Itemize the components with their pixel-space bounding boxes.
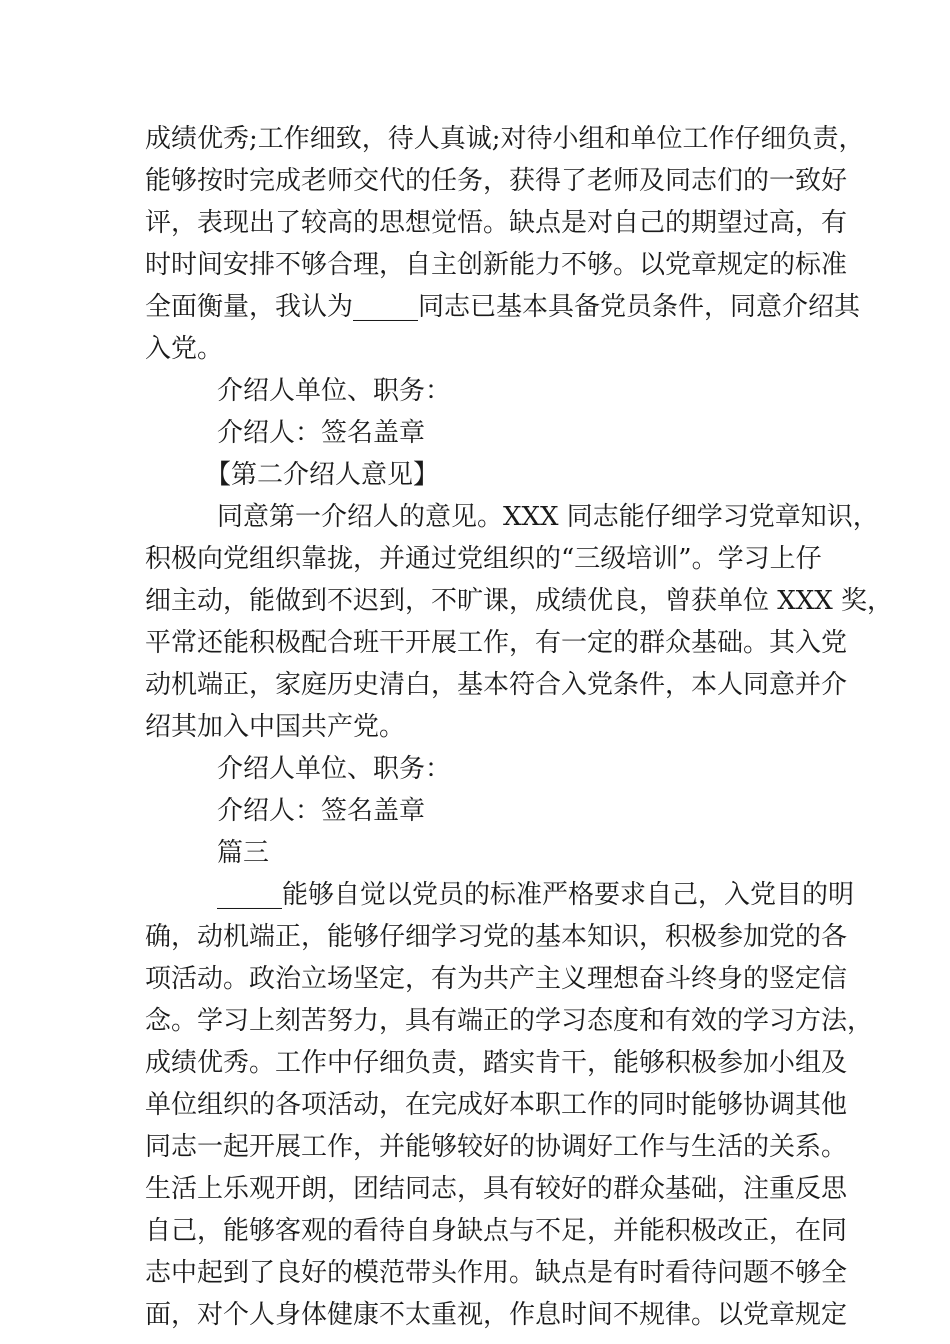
text-line: 绍其加入中国共产党。 xyxy=(145,712,406,742)
text-line: 入党。 xyxy=(145,334,224,364)
text-line: 细主动，能做到不迟到，不旷课，成绩优良，曾获单位 XXX 奖， xyxy=(145,586,894,616)
text-line: 念。学习上刻苦努力，具有端正的学习态度和有效的学习方法， xyxy=(145,1006,874,1036)
text-line: 评，表现出了较高的思想觉悟。缺点是对自己的期望过高，有 xyxy=(145,208,848,238)
text-line: 生活上乐观开朗，团结同志，具有较好的群众基础，注重反思 xyxy=(145,1174,848,1204)
text-line: 动机端正，家庭历史清白，基本符合入党条件，本人同意并介 xyxy=(145,670,848,700)
text-line: 项活动。政治立场坚定，有为共产主义理想奋斗终身的竖定信 xyxy=(145,964,848,994)
text-line: 时时间安排不够合理，自主创新能力不够。以党章规定的标准 xyxy=(145,250,848,280)
introducer-signature-label: 介绍人：签名盖章 xyxy=(217,418,426,448)
text-line: 同意第一介绍人的意见。XXX 同志能仔细学习党章知识， xyxy=(217,502,879,532)
text-line: 确，动机端正，能够仔细学习党的基本知识，积极参加党的各 xyxy=(145,922,848,952)
text-line: 积极向党组织靠拢，并通过党组织的“三级培训”。学习上仔 xyxy=(145,544,822,574)
text-line: 志中起到了良好的模范带头作用。缺点是有时看待问题不够全 xyxy=(145,1258,848,1288)
introducer-unit-label: 介绍人单位、职务： xyxy=(217,754,452,784)
text-line: 面，对个人身体健康不太重视，作息时间不规律。以党章规定 xyxy=(145,1300,848,1330)
text-line: 成绩优秀。工作中仔细负责，踏实肯干，能够积极参加小组及 xyxy=(145,1048,848,1078)
section-heading: 篇三 xyxy=(217,838,270,868)
text-line: 能够按时完成老师交代的任务，获得了老师及同志们的一致好 xyxy=(145,166,848,196)
introducer-signature-label: 介绍人：签名盖章 xyxy=(217,796,426,826)
introducer-unit-label: 介绍人单位、职务： xyxy=(217,376,452,406)
text-line: _____能够自觉以党员的标准严格要求自己，入党目的明 xyxy=(217,880,855,910)
text-line: 全面衡量，我认为_____同志已基本具备党员条件，同意介绍其 xyxy=(145,292,861,322)
text-line: 自己，能够客观的看待自身缺点与不足，并能积极改正，在同 xyxy=(145,1216,848,1246)
text-line: 平常还能积极配合班干开展工作，有一定的群众基础。其入党 xyxy=(145,628,848,658)
text-line: 同志一起开展工作，并能够较好的协调好工作与生活的关系。 xyxy=(145,1132,848,1162)
text-line: 单位组织的各项活动，在完成好本职工作的同时能够协调其他 xyxy=(145,1090,848,1120)
text-line: 成绩优秀;工作细致，待人真诚;对待小组和单位工作仔细负责， xyxy=(145,124,865,154)
section-heading: 【第二介绍人意见】 xyxy=(205,460,440,490)
